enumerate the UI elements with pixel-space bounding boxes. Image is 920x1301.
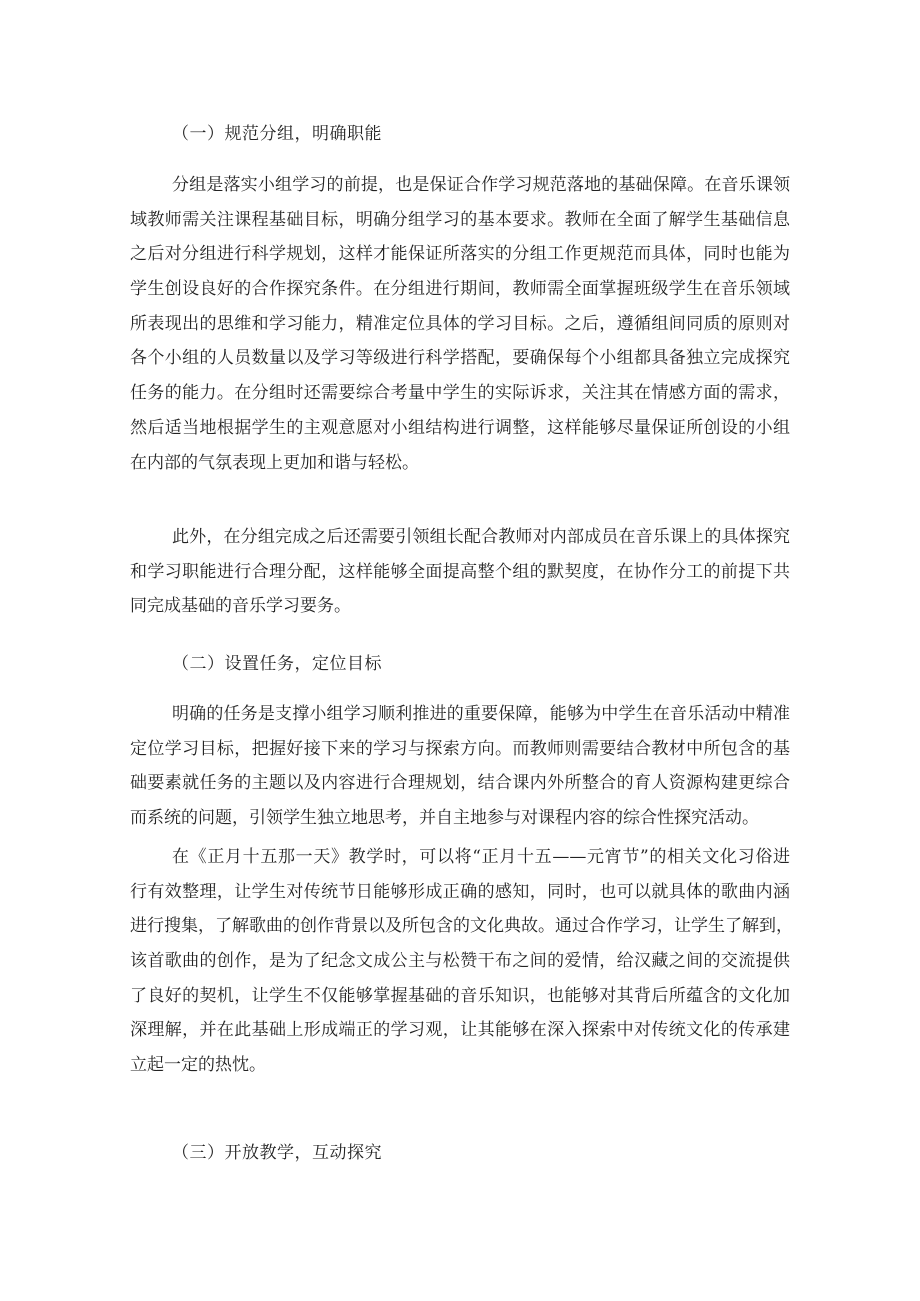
section-heading-3: （三）开放教学，互动探究 — [172, 1143, 382, 1163]
paragraph-line: 学生创设良好的合作探究条件。在分组进行期间，教师需全面掌握班级学生在音乐领域 — [130, 279, 790, 300]
paragraph-line: 所表现出的思维和学习能力，精准定位具体的学习目标。之后，遵循组间同质的原则对 — [130, 313, 790, 334]
paragraph-line: 同完成基础的音乐学习要务。 — [130, 596, 351, 617]
paragraph-line: 行有效整理，让学生对传统节日能够形成正确的感知，同时，也可以就具体的歌曲内涵 — [130, 881, 790, 902]
paragraph-line: 深理解，并在此基础上形成端正的学习观，让其能够在深入探索中对传统文化的传承建 — [130, 1020, 790, 1041]
paragraph-line: 定位学习目标，把握好接下来的学习与探索方向。而教师则需要结合教材中所包含的基 — [130, 738, 790, 759]
paragraph-line: 之后对分组进行科学规划，这样才能保证所落实的分组工作更规范而具体，同时也能为 — [130, 244, 790, 265]
paragraph-line: 进行搜集，了解歌曲的创作背景以及所包含的文化典故。通过合作学习，让学生了解到， — [130, 916, 793, 937]
paragraph-line: 立起一定的热忱。 — [130, 1055, 266, 1076]
paragraph-line: 而系统的问题，引领学生独立地思考，并自主地参与对课程内容的综合性探究活动。 — [130, 808, 759, 829]
paragraph-line: 了良好的契机，让学生不仅能够掌握基础的音乐知识，也能够对其背后所蕴含的文化加 — [130, 985, 790, 1006]
paragraph-line: 分组是落实小组学习的前提，也是保证合作学习规范落地的基础保障。在音乐课领 — [172, 175, 790, 195]
paragraph-line: 在《正月十五那一天》教学时，可以将“正月十五——元宵节”的相关文化习俗进 — [172, 847, 790, 867]
section-heading-1: （一）规范分组，明确职能 — [172, 124, 382, 144]
paragraph-2 — [130, 520, 790, 624]
section-heading-2: （二）设置任务，定位目标 — [172, 654, 382, 674]
paragraph-3 — [130, 697, 790, 836]
paragraph-4 — [130, 840, 793, 1083]
paragraph-line: 该首歌曲的创作，是为了纪念文成公主与松赞干布之间的爱情，给汉藏之间的交流提供 — [130, 951, 790, 972]
paragraph-line: 各个小组的人员数量以及学习等级进行科学搭配，要确保每个小组都具备独立完成探究 — [130, 348, 790, 369]
paragraph-line: 域教师需关注课程基础目标，明确分组学习的基本要求。教师在全面了解学生基础信息 — [130, 209, 790, 230]
paragraph-line: 明确的任务是支撑小组学习顺利推进的重要保障，能够为中学生在音乐活动中精准 — [172, 704, 790, 724]
paragraph-line: 此外，在分组完成之后还需要引领组长配合教师对内部成员在音乐课上的具体探究 — [172, 527, 790, 547]
paragraph-line: 在内部的气氛表现上更加和谐与轻松。 — [130, 452, 419, 473]
paragraph-line: 任务的能力。在分组时还需要综合考量中学生的实际诉求，关注其在情感方面的需求， — [130, 383, 790, 404]
paragraph-1 — [130, 168, 790, 480]
paragraph-line: 础要素就任务的主题以及内容进行合理规划，结合课内外所整合的育人资源构建更综合 — [130, 773, 790, 794]
paragraph-line: 然后适当地根据学生的主观意愿对小组结构进行调整，这样能够尽量保证所创设的小组 — [130, 417, 790, 438]
paragraph-line: 和学习职能进行合理分配，这样能够全面提高整个组的默契度，在协作分工的前提下共 — [130, 561, 790, 582]
